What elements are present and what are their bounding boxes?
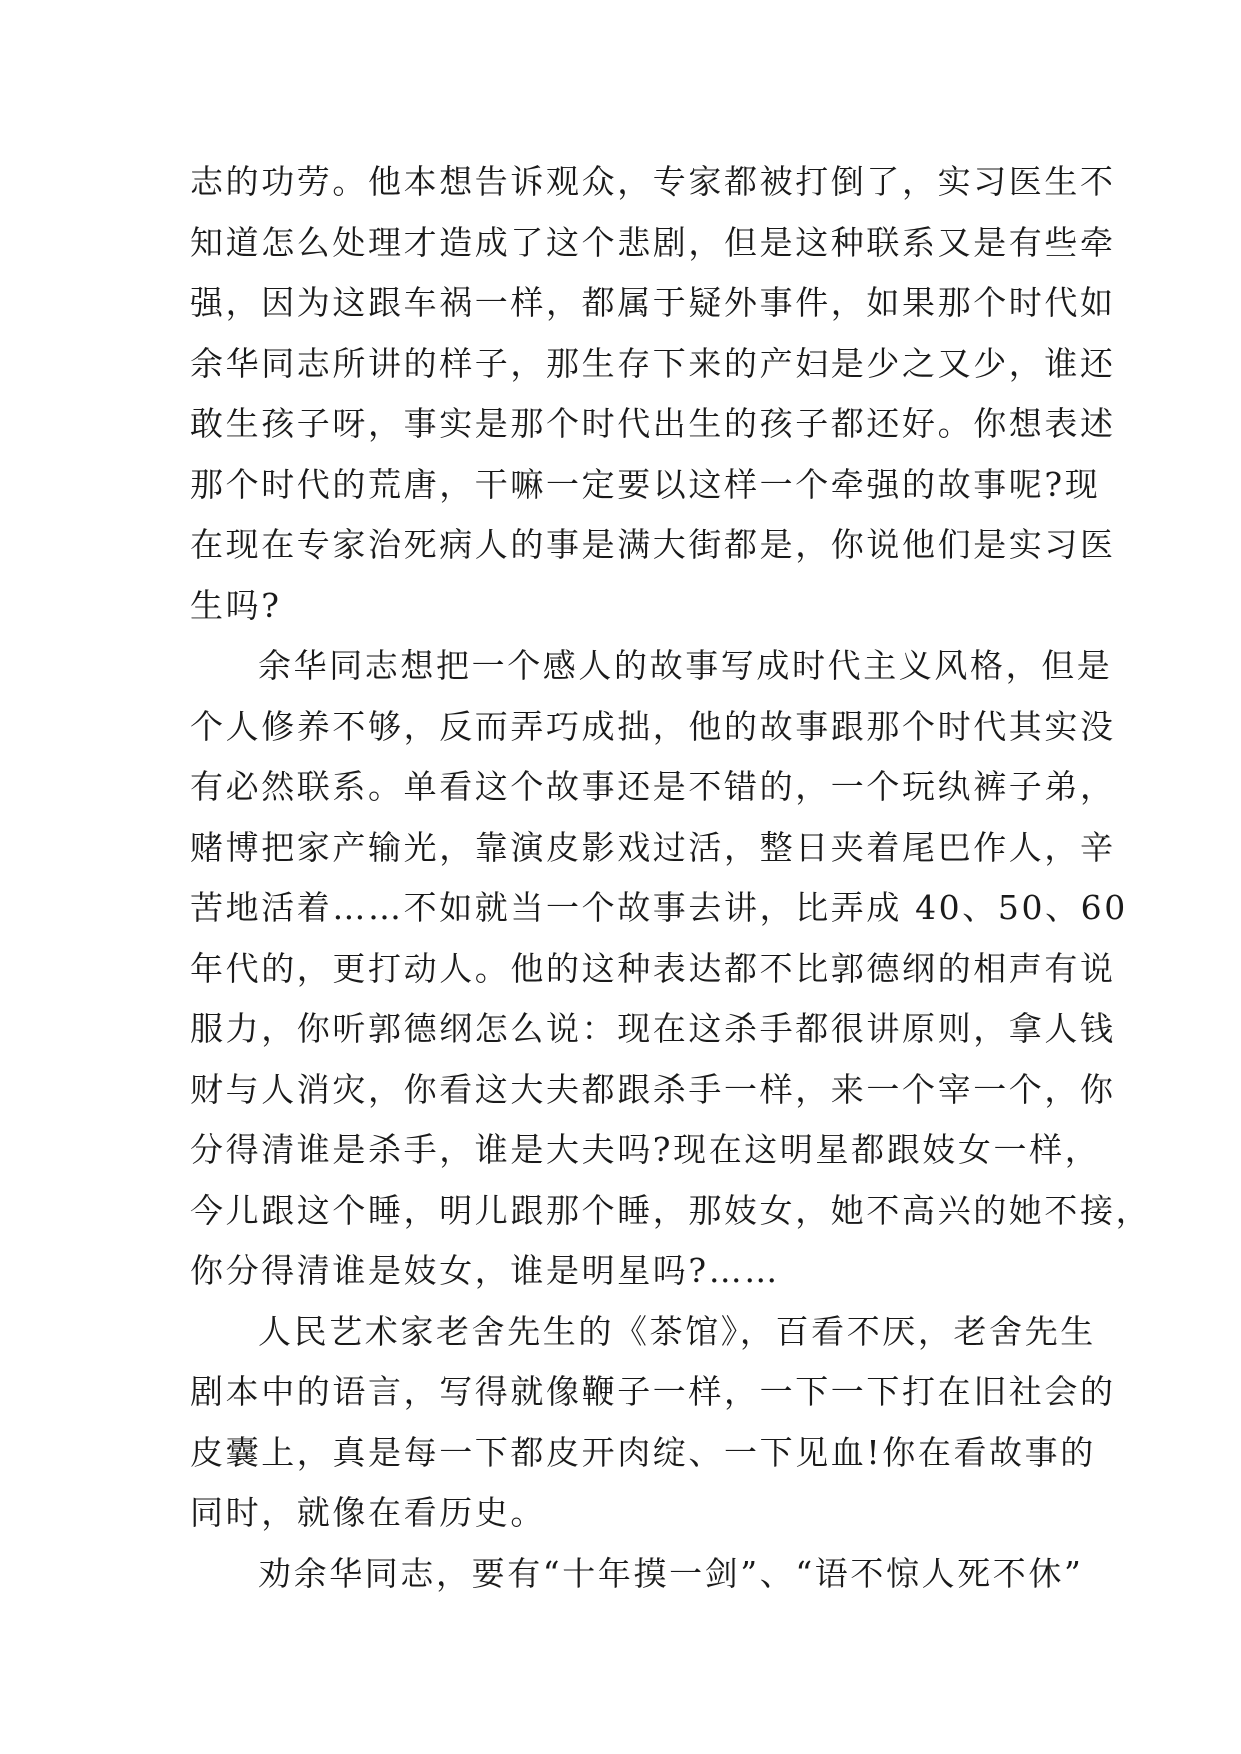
text-line: 志的功劳。他本想告诉观众，专家都被打倒了，实习医生不: [190, 162, 1116, 201]
text-line: 同时，就像在看历史。: [190, 1493, 546, 1532]
text-line: 强，因为这跟车祸一样，都属于疑外事件，如果那个时代如: [190, 283, 1116, 322]
text-line: 赌博把家产输光，靠演皮影戏过活，整日夹着尾巴作人，辛: [190, 827, 1116, 867]
body-text: [190, 152, 1152, 1604]
paragraph-first-line: 余华同志想把一个感人的故事写成时代主义风格，但是: [258, 646, 1113, 685]
text-line: 那个时代的荒唐，干嘛一定要以这样一个牵强的故事呢?现: [190, 464, 1101, 504]
text-line: 个人修养不够，反而弄巧成拙，他的故事跟那个时代其实没: [190, 706, 1116, 746]
paragraph-first-line: 人民艺术家老舍先生的《茶馆》，百看不厌，老舍先生: [258, 1311, 1096, 1351]
text-line: 苦地活着……不如就当一个故事去讲，比弄成 40、50、60: [190, 888, 1128, 927]
text-line: 生吗?: [190, 585, 282, 625]
text-line: 知道怎么处理才造成了这个悲剧，但是这种联系又是有些牵: [190, 222, 1116, 262]
text-line: 有必然联系。单看这个故事还是不错的，一个玩纨裤子弟，: [190, 767, 1116, 806]
text-line: 皮囊上，真是每一下都皮开肉绽、一下见血!你在看故事的: [190, 1432, 1096, 1472]
paragraph-first-line: 劝余华同志，要有“十年摸一剑”、“语不惊人死不休”: [258, 1553, 1084, 1593]
text-line: 你分得清谁是妓女，谁是明星吗?……: [190, 1251, 780, 1290]
text-line: 年代的，更打动人。他的这种表达都不比郭德纲的相声有说: [190, 948, 1116, 988]
text-line: 余华同志所讲的样子，那生存下来的产妇是少之又少，谁还: [190, 343, 1116, 383]
text-line: 分得清谁是杀手，谁是大夫吗?现在这明星都跟妓女一样，: [190, 1130, 1101, 1169]
text-line: 财与人消灾，你看这大夫都跟杀手一样，来一个宰一个，你: [190, 1069, 1116, 1109]
text-line: 在现在专家治死病人的事是满大街都是，你说他们是实习医: [190, 525, 1116, 564]
text-line: 服力，你听郭德纲怎么说：现在这杀手都很讲原则，拿人钱: [190, 1009, 1116, 1048]
text-line: 今儿跟这个睡，明儿跟那个睡，那妓女，她不高兴的她不接，: [190, 1190, 1152, 1230]
text-line: 敢生孩子呀，事实是那个时代出生的孩子都还好。你想表述: [190, 404, 1116, 443]
text-line: 剧本中的语言，写得就像鞭子一样，一下一下打在旧社会的: [190, 1372, 1116, 1411]
